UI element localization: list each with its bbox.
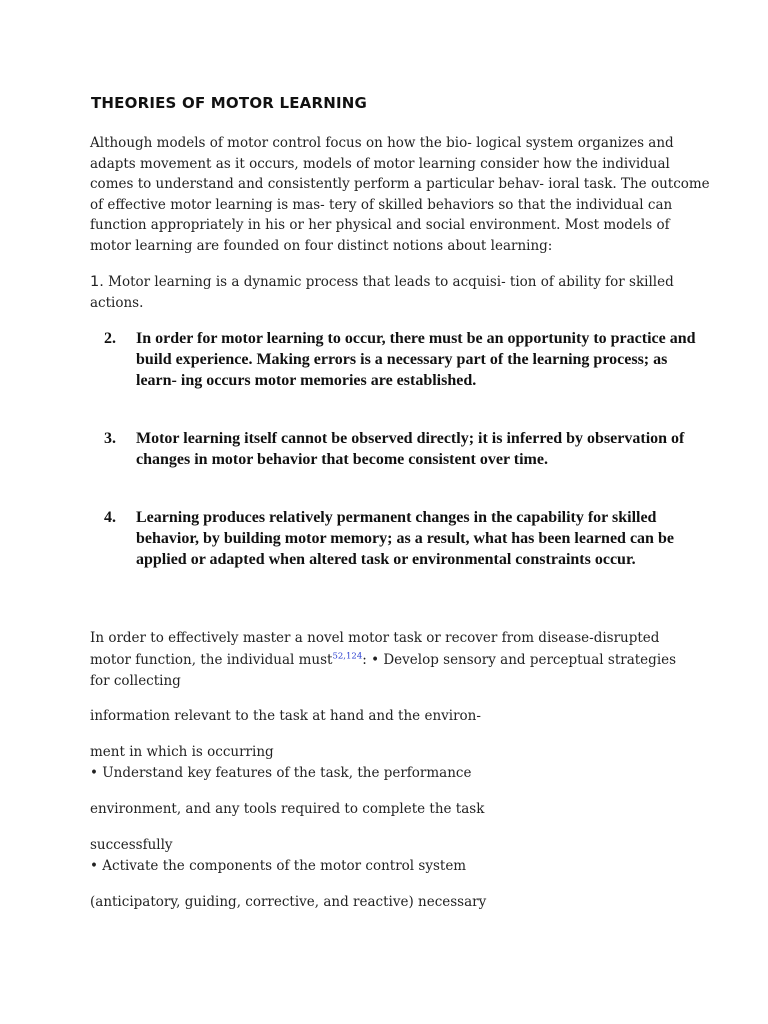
item-1-number: 1. xyxy=(90,274,104,290)
closing-line-2-tail: : • Develop sensory and perceptual strategies xyxy=(362,652,677,668)
numbered-item-4 xyxy=(104,507,704,570)
closing-line-1: In order to effectively master a novel motor task or recover from disease-disrupted xyxy=(90,630,660,646)
closing-line-2 xyxy=(90,650,730,670)
closing-line-8: successfully xyxy=(90,837,173,853)
item-1-text: Motor learning is a dynamic process that leads to acquisi- tion of ability for skilled actions. xyxy=(90,274,674,311)
bullet-item-understand: • Understand key features of the task, the performance xyxy=(90,765,472,781)
closing-line-10: (anticipatory, guiding, corrective, and reactive) necessary xyxy=(90,894,487,910)
intro-paragraph: Although models of motor control focus on how the bio- logical system organizes and adapts movement as it occurs, models of motor learning consider how the individual comes to understand and consistently perform a particular behav- ioral task. The outcome of effective motor learning is mas- tery of skilled behaviors so that the individual can function appropriately in his or her physical and social environment. Most models of motor learning are founded on four distinct notions about learning: xyxy=(90,135,710,254)
closing-line-5: ment in which is occurring xyxy=(90,744,274,760)
item-2-text: In order for motor learning to occur, there must be an opportunity to practice and build experience. Making errors is a necessary part of the learning process; as learn- ing occurs motor memories are established. xyxy=(136,330,696,389)
item-4-number: 4. xyxy=(104,509,116,526)
citation-link[interactable]: 52,124 xyxy=(332,651,363,662)
closing-line-2-text: motor function, the individual must xyxy=(90,652,333,668)
numbered-item-3 xyxy=(104,428,704,470)
closing-line-3: for collecting xyxy=(90,673,181,689)
bullet-item-activate: • Activate the components of the motor control system xyxy=(90,858,467,874)
section-heading: THEORIES OF MOTOR LEARNING xyxy=(91,94,368,112)
closing-line-7: environment, and any tools required to complete the task xyxy=(90,801,485,817)
item-3-number: 3. xyxy=(104,430,116,447)
numbered-item-1 xyxy=(90,272,710,313)
item-4-text: Learning produces relatively permanent changes in the capability for skilled behavior, by building motor memory; as a result, what has been learned can be applied or adapted when altered task or environmental constraints occur. xyxy=(136,509,674,568)
numbered-item-2 xyxy=(104,328,704,391)
item-2-number: 2. xyxy=(104,330,116,347)
closing-line-4: information relevant to the task at hand and the environ- xyxy=(90,708,481,724)
item-3-text: Motor learning itself cannot be observed directly; it is inferred by observation of changes in motor behavior that become consistent over time. xyxy=(136,430,685,468)
